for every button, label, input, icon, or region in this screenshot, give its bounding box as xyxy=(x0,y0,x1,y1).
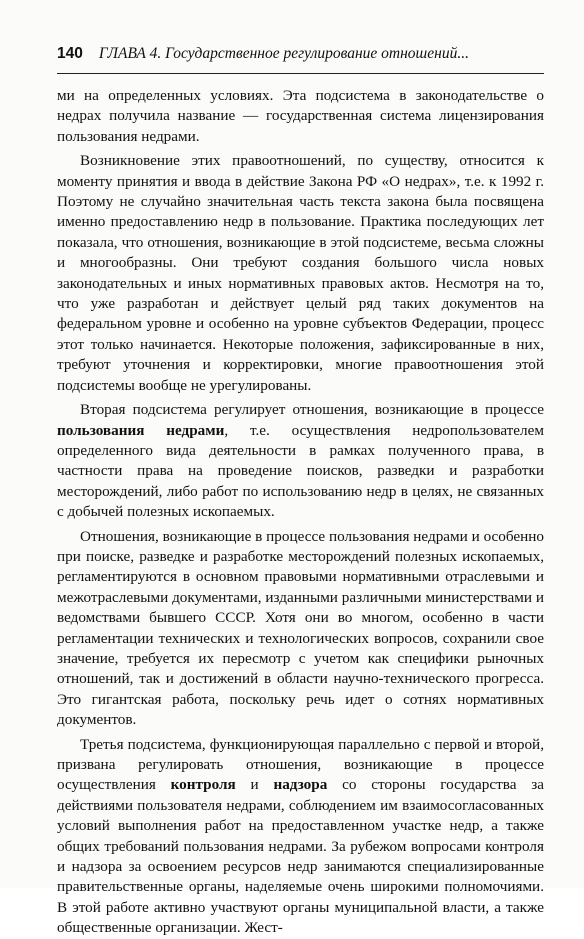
text-segment: Третья подсистема, функционирующая параллельно с первой и второй, призвана регулировать отношения, возникающие в процессе осуществления xyxy=(57,735,544,794)
header-rule xyxy=(57,73,544,74)
page-number: 140 xyxy=(57,45,83,62)
bold-term: контроля xyxy=(170,776,236,794)
text-segment: Вторая подсистема регулирует отношения, возникающие в процессе xyxy=(80,401,544,419)
paragraph-third-subsystem xyxy=(57,735,544,939)
text-segment: со стороны государства за действиями пользователя недрами, соблюдением им взаимосогласованных условий выполнения работ на предоставленном участке недр, а также общих требований пользования недрами. За рубежом вопросами контроля и надзора за освоением ресурсов недр занимаются специализированные правительственные органы, наделяемые очень широкими полномочиями. В этой работе активно участвуют органы муниципальной власти, а также общественные организации. Жест- xyxy=(57,776,544,937)
running-header xyxy=(57,43,543,65)
page-body xyxy=(57,86,544,939)
paragraph-second-subsystem xyxy=(57,400,544,522)
text-segment: , т.е. осуществления недропользователем определенного вида деятельности в рамках полученного права, в частности права на проведение поисков, разведки и разработки месторождений, либо работ по использованию недр в целях, не связанных с добычей полезных ископаемых. xyxy=(57,421,544,521)
paragraph-continuation: ми на определенных условиях. Эта подсистема в законодательстве о недрах получила название — государственная система лицензирования пользования недрами. xyxy=(57,87,544,145)
paragraph-origin-of-relations: Возникновение этих правоотношений, по существу, относится к моменту принятия и ввода в действие Закона РФ «О недрах», т.е. к 1992 г. Поэтому не случайно значительная часть текста закона была посвящена именно предоставлению недр в пользование. Практика последующих лет показала, что отношения, возникающие в этой подсистеме, весьма сложны и многообразны. Они требуют создания большого числа новых законодательных и иных нормативных правовых актов. Несмотря на то, что уже разработан и действует целый ряд таких документов на федеральном уровне и особенно на уровне субъектов Федерации, процесс этот только начинается. Некоторые положения, зафиксированные в них, требуют уточнения и корректировки, многие правоотношения этой подсистемы вообще не урегулированы. xyxy=(57,152,544,394)
bold-term: пользования недрами xyxy=(57,421,225,439)
bold-term: надзора xyxy=(273,776,328,794)
chapter-title: ГЛАВА 4. Государственное регулирование отношений... xyxy=(98,45,469,62)
text-segment: и xyxy=(235,776,274,794)
paragraph-regulation-documents: Отношения, возникающие в процессе пользования недрами и особенно при поиске, разведке и разработке месторождений полезных ископаемых, регламентируются в основном правовыми нормативными отраслевыми и межотраслевыми документами, изданными различными министерствами и ведомствами бывшего СССР. Хотя они во многом, особенно в части регламентации технических и технологических вопросов, сохранили свое значение, требуется их пересмотр с учетом как специфики рыночных отношений, так и достижений в области научно-технического прогресса. Это гигантская работа, поскольку речь идет о сотнях нормативных документов. xyxy=(57,527,544,729)
